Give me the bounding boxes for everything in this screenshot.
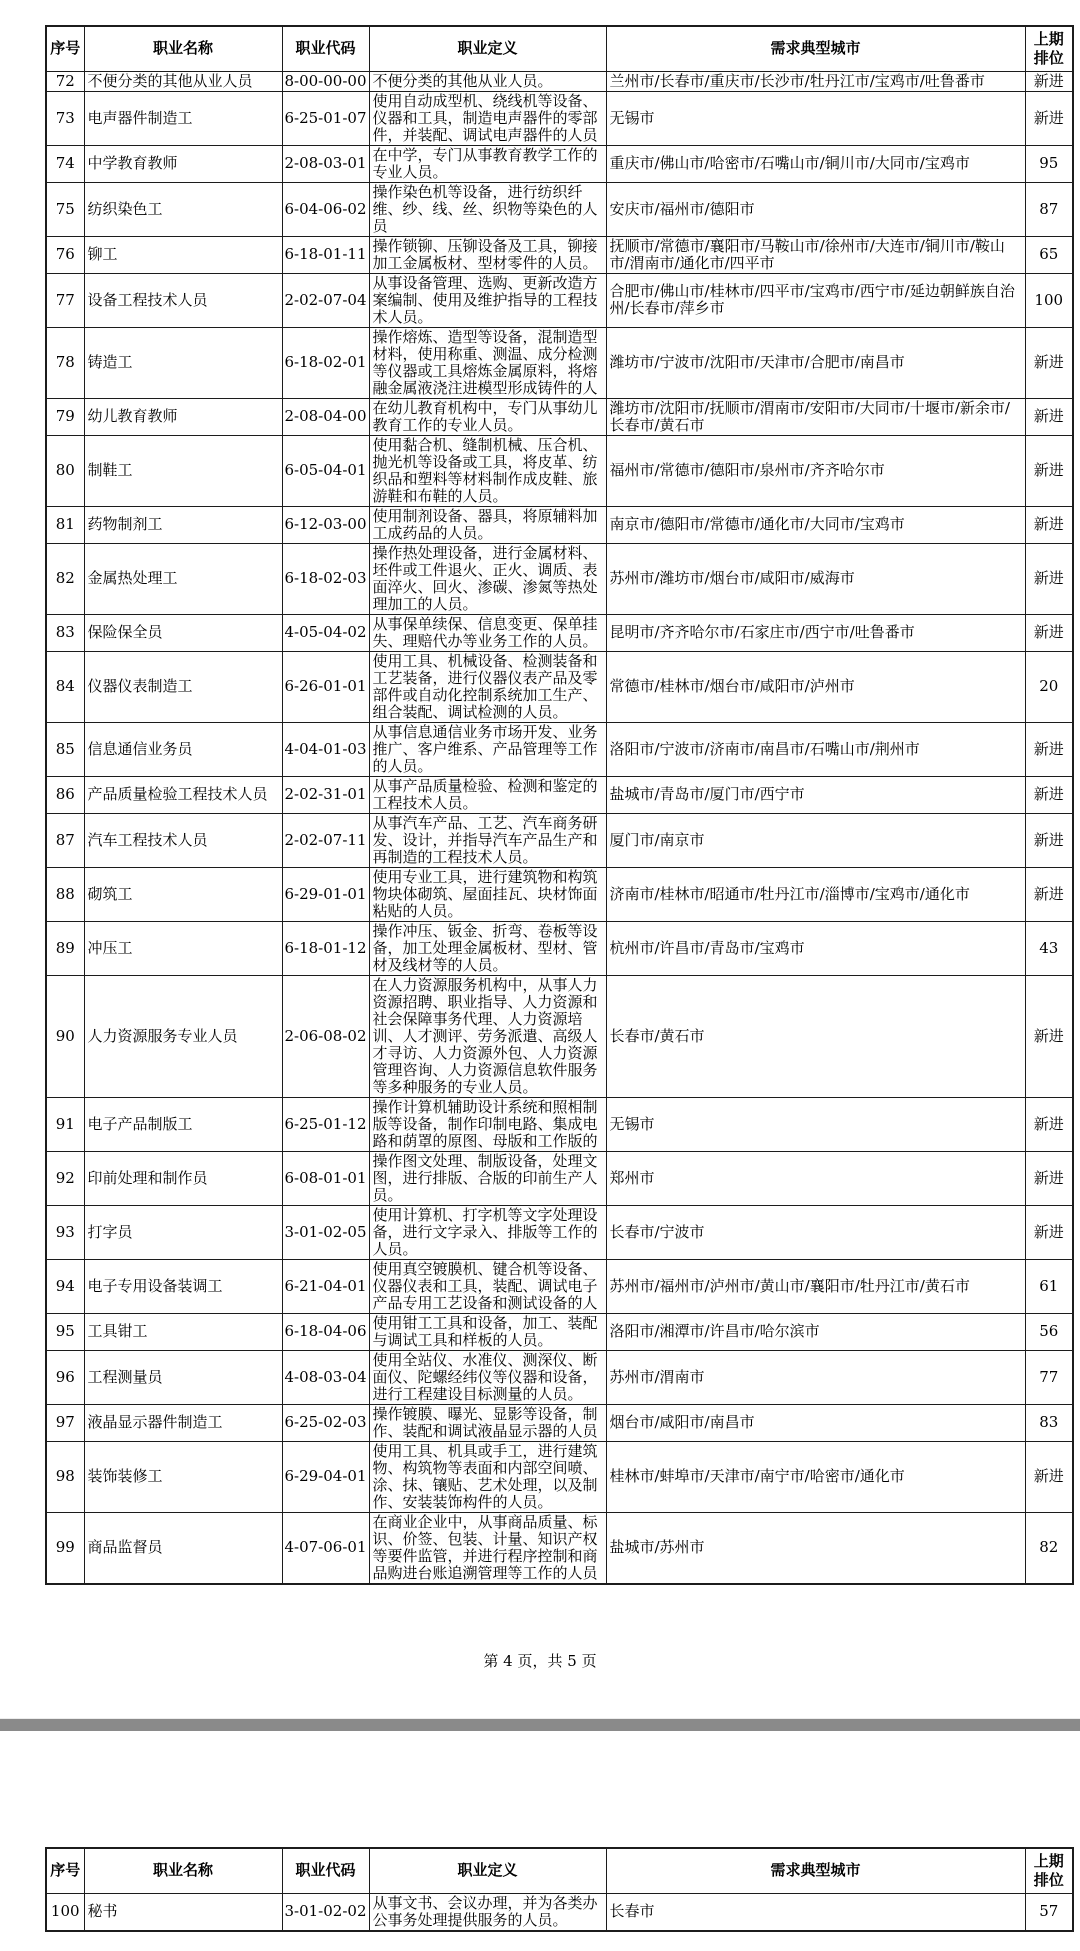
cell-seq: 89 xyxy=(46,921,84,975)
table-row xyxy=(46,435,1073,506)
table-row xyxy=(46,651,1073,722)
cell-occupation-definition: 操作冲压、钣金、折弯、卷板等设备，加工处理金属板材、型材、管材及线材等的人员。 xyxy=(369,921,606,975)
cell-occupation-code: 6-18-01-11 xyxy=(282,236,369,273)
cell-occupation-code: 6-25-01-07 xyxy=(282,91,369,145)
table-row xyxy=(46,543,1073,614)
cell-occupation-definition: 操作计算机辅助设计系统和照相制版等设备，制作印制电路、集成电路和荫罩的原图、母版和工作版的 xyxy=(369,1097,606,1151)
cell-occupation-definition: 在幼儿教育机构中，专门从事幼儿教育工作的专业人员。 xyxy=(369,398,606,435)
cell-previous-rank: 新进 xyxy=(1025,975,1073,1097)
cell-occupation-definition: 不便分类的其他从业人员。 xyxy=(369,71,606,91)
cell-seq: 96 xyxy=(46,1350,84,1404)
cell-demand-cities: 长春市/宁波市 xyxy=(606,1205,1025,1259)
cell-previous-rank: 新进 xyxy=(1025,1441,1073,1512)
cell-occupation-code: 6-18-02-01 xyxy=(282,327,369,398)
cell-occupation-definition: 从事设备管理、选购、更新改造方案编制、使用及维护指导的工程技术人员。 xyxy=(369,273,606,327)
cell-occupation-definition: 使用工具、机具或手工，进行建筑物、构筑物等表面和内部空间喷、涂、抹、镶贴、艺术处理，以及制作、安装装饰构件的人员。 xyxy=(369,1441,606,1512)
table-row xyxy=(46,975,1073,1097)
table-row xyxy=(46,506,1073,543)
cell-seq: 97 xyxy=(46,1404,84,1441)
cell-demand-cities: 安庆市/福州市/德阳市 xyxy=(606,182,1025,236)
cell-demand-cities: 合肥市/佛山市/桂林市/四平市/宝鸡市/西宁市/延边朝鲜族自治州/长春市/萍乡市 xyxy=(606,273,1025,327)
cell-previous-rank: 新进 xyxy=(1025,1151,1073,1205)
cell-occupation-name: 秘书 xyxy=(84,1893,282,1931)
cell-seq: 75 xyxy=(46,182,84,236)
cell-occupation-definition: 从事产品质量检验、检测和鉴定的工程技术人员。 xyxy=(369,776,606,813)
cell-seq: 95 xyxy=(46,1313,84,1350)
cell-previous-rank: 65 xyxy=(1025,236,1073,273)
cell-occupation-definition: 使用黏合机、缝制机械、压合机、抛光机等设备或工具，将皮革、纺织品和塑料等材料制作成皮鞋、旅游鞋和布鞋的人员。 xyxy=(369,435,606,506)
cell-occupation-code: 4-07-06-01 xyxy=(282,1512,369,1584)
page-divider-bar xyxy=(0,1718,1080,1731)
pdf-page-5 xyxy=(0,1847,1080,1932)
table-row xyxy=(46,236,1073,273)
cell-occupation-code: 6-12-03-00 xyxy=(282,506,369,543)
table-row xyxy=(46,867,1073,921)
table-row xyxy=(46,327,1073,398)
cell-occupation-code: 4-08-03-04 xyxy=(282,1350,369,1404)
cell-previous-rank: 新进 xyxy=(1025,867,1073,921)
cell-seq: 81 xyxy=(46,506,84,543)
cell-previous-rank: 82 xyxy=(1025,1512,1073,1584)
table-row xyxy=(46,71,1073,91)
cell-seq: 73 xyxy=(46,91,84,145)
cell-occupation-name: 装饰装修工 xyxy=(84,1441,282,1512)
cell-occupation-code: 6-18-01-12 xyxy=(282,921,369,975)
table-row xyxy=(46,1404,1073,1441)
cell-previous-rank: 77 xyxy=(1025,1350,1073,1404)
table-row xyxy=(46,182,1073,236)
cell-occupation-name: 液晶显示器件制造工 xyxy=(84,1404,282,1441)
cell-previous-rank: 56 xyxy=(1025,1313,1073,1350)
cell-seq: 100 xyxy=(46,1893,84,1931)
cell-occupation-definition: 使用钳工工具和设备，加工、装配与调试工具和样板的人员。 xyxy=(369,1313,606,1350)
cell-demand-cities: 常德市/桂林市/烟台市/咸阳市/泸州市 xyxy=(606,651,1025,722)
cell-occupation-name: 药物制剂工 xyxy=(84,506,282,543)
cell-previous-rank: 95 xyxy=(1025,145,1073,182)
occupation-ranking-table xyxy=(45,25,1074,1585)
occupation-ranking-table-continued xyxy=(45,1847,1074,1932)
cell-occupation-definition: 使用真空镀膜机、键合机等设备、仪器仪表和工具，装配、调试电子产品专用工艺设备和测试设备的人 xyxy=(369,1259,606,1313)
table-row xyxy=(46,1151,1073,1205)
cell-demand-cities: 盐城市/青岛市/厦门市/西宁市 xyxy=(606,776,1025,813)
table-row xyxy=(46,722,1073,776)
table-row xyxy=(46,1205,1073,1259)
page-number-footer: 第 4 页，共 5 页 xyxy=(483,1652,597,1670)
cell-occupation-code: 2-02-07-04 xyxy=(282,273,369,327)
cell-occupation-definition: 操作镀膜、曝光、显影等设备，制作、装配和调试液晶显示器的人员 xyxy=(369,1404,606,1441)
cell-occupation-definition: 在中学，专门从事教育教学工作的专业人员。 xyxy=(369,145,606,182)
cell-occupation-code: 6-26-01-01 xyxy=(282,651,369,722)
cell-seq: 98 xyxy=(46,1441,84,1512)
cell-occupation-definition: 在人力资源服务机构中，从事人力资源招聘、职业指导、人力资源和社会保障事务代理、人力资源培训、人才测评、劳务派遣、高级人才寻访、人力资源外包、人力资源管理咨询、人力资源信息软件服务等多种服务的专业人员。 xyxy=(369,975,606,1097)
cell-occupation-definition: 操作锁铆、压铆设备及工具，铆接加工金属板材、型材零件的人员。 xyxy=(369,236,606,273)
cell-occupation-code: 6-05-04-01 xyxy=(282,435,369,506)
cell-seq: 86 xyxy=(46,776,84,813)
table-header-row xyxy=(46,26,1073,71)
cell-previous-rank: 新进 xyxy=(1025,435,1073,506)
cell-seq: 91 xyxy=(46,1097,84,1151)
cell-previous-rank: 20 xyxy=(1025,651,1073,722)
cell-occupation-name: 汽车工程技术人员 xyxy=(84,813,282,867)
cell-occupation-code: 6-04-06-02 xyxy=(282,182,369,236)
table-row xyxy=(46,1259,1073,1313)
cell-demand-cities: 重庆市/佛山市/哈密市/石嘴山市/铜川市/大同市/宝鸡市 xyxy=(606,145,1025,182)
cell-previous-rank: 新进 xyxy=(1025,776,1073,813)
header-previous-rank: 上期排位 xyxy=(1025,26,1073,71)
cell-seq: 79 xyxy=(46,398,84,435)
cell-previous-rank: 87 xyxy=(1025,182,1073,236)
table-row xyxy=(46,614,1073,651)
cell-previous-rank: 100 xyxy=(1025,273,1073,327)
cell-occupation-code: 6-18-04-06 xyxy=(282,1313,369,1350)
cell-occupation-code: 6-29-01-01 xyxy=(282,867,369,921)
cell-occupation-name: 印前处理和制作员 xyxy=(84,1151,282,1205)
cell-occupation-name: 金属热处理工 xyxy=(84,543,282,614)
cell-occupation-definition: 使用工具、机械设备、检测装备和工艺装备，进行仪器仪表产品及零部件或自动化控制系统加工生产、组合装配、调试检测的人员。 xyxy=(369,651,606,722)
cell-occupation-name: 铸造工 xyxy=(84,327,282,398)
cell-seq: 74 xyxy=(46,145,84,182)
cell-demand-cities: 杭州市/许昌市/青岛市/宝鸡市 xyxy=(606,921,1025,975)
cell-demand-cities: 苏州市/潍坊市/烟台市/咸阳市/威海市 xyxy=(606,543,1025,614)
header-seq: 序号 xyxy=(46,26,84,71)
table-row xyxy=(46,273,1073,327)
cell-occupation-code: 6-21-04-01 xyxy=(282,1259,369,1313)
cell-occupation-definition: 使用计算机、打字机等文字处理设备，进行文字录入、排版等工作的人员。 xyxy=(369,1205,606,1259)
cell-previous-rank: 新进 xyxy=(1025,71,1073,91)
table-row xyxy=(46,398,1073,435)
cell-previous-rank: 新进 xyxy=(1025,722,1073,776)
cell-demand-cities: 洛阳市/宁波市/济南市/南昌市/石嘴山市/荆州市 xyxy=(606,722,1025,776)
cell-occupation-name: 铆工 xyxy=(84,236,282,273)
cell-seq: 77 xyxy=(46,273,84,327)
cell-occupation-code: 6-25-01-12 xyxy=(282,1097,369,1151)
header-occupation-definition: 职业定义 xyxy=(369,26,606,71)
header-occupation-name: 职业名称 xyxy=(84,1848,282,1893)
cell-demand-cities: 苏州市/渭南市 xyxy=(606,1350,1025,1404)
header-previous-rank: 上期排位 xyxy=(1025,1848,1073,1893)
cell-occupation-code: 6-18-02-03 xyxy=(282,543,369,614)
cell-occupation-definition: 操作熔炼、造型等设备，混制造型材料，使用称重、测温、成分检测等仪器或工具熔炼金属原料，将熔融金属液浇注进模型形成铸件的人 xyxy=(369,327,606,398)
cell-previous-rank: 57 xyxy=(1025,1893,1073,1931)
cell-demand-cities: 昆明市/齐齐哈尔市/石家庄市/西宁市/吐鲁番市 xyxy=(606,614,1025,651)
header-demand-cities: 需求典型城市 xyxy=(606,1848,1025,1893)
cell-occupation-name: 保险保全员 xyxy=(84,614,282,651)
cell-occupation-code: 6-29-04-01 xyxy=(282,1441,369,1512)
cell-demand-cities: 长春市/黄石市 xyxy=(606,975,1025,1097)
cell-occupation-name: 信息通信业务员 xyxy=(84,722,282,776)
cell-occupation-name: 仪器仪表制造工 xyxy=(84,651,282,722)
cell-occupation-definition: 从事文书、会议办理，并为各类办公事务处理提供服务的人员。 xyxy=(369,1893,606,1931)
cell-occupation-definition: 从事保单续保、信息变更、保单挂失、理赔代办等业务工作的人员。 xyxy=(369,614,606,651)
cell-previous-rank: 新进 xyxy=(1025,1097,1073,1151)
cell-demand-cities: 潍坊市/宁波市/沈阳市/天津市/合肥市/南昌市 xyxy=(606,327,1025,398)
cell-occupation-definition: 使用专业工具，进行建筑物和构筑物块体砌筑、屋面挂瓦、块材饰面粘贴的人员。 xyxy=(369,867,606,921)
cell-occupation-name: 产品质量检验工程技术人员 xyxy=(84,776,282,813)
cell-seq: 88 xyxy=(46,867,84,921)
cell-occupation-definition: 操作图文处理、制版设备，处理文图，进行排版、合版的印前生产人员。 xyxy=(369,1151,606,1205)
cell-previous-rank: 新进 xyxy=(1025,91,1073,145)
cell-occupation-code: 2-02-31-01 xyxy=(282,776,369,813)
cell-occupation-definition: 从事信息通信业务市场开发、业务推广、客户维系、产品管理等工作的人员。 xyxy=(369,722,606,776)
cell-occupation-code: 2-08-03-01 xyxy=(282,145,369,182)
cell-occupation-name: 人力资源服务专业人员 xyxy=(84,975,282,1097)
cell-occupation-name: 工具钳工 xyxy=(84,1313,282,1350)
cell-occupation-code: 2-08-04-00 xyxy=(282,398,369,435)
cell-occupation-code: 4-05-04-02 xyxy=(282,614,369,651)
table-row xyxy=(46,1893,1073,1931)
cell-occupation-name: 砌筑工 xyxy=(84,867,282,921)
cell-occupation-name: 电声器件制造工 xyxy=(84,91,282,145)
cell-occupation-code: 2-06-08-02 xyxy=(282,975,369,1097)
cell-seq: 93 xyxy=(46,1205,84,1259)
cell-seq: 72 xyxy=(46,71,84,91)
cell-demand-cities: 南京市/德阳市/常德市/通化市/大同市/宝鸡市 xyxy=(606,506,1025,543)
cell-demand-cities: 盐城市/苏州市 xyxy=(606,1512,1025,1584)
cell-previous-rank: 新进 xyxy=(1025,614,1073,651)
table-row xyxy=(46,921,1073,975)
cell-occupation-definition: 从事汽车产品、工艺、汽车商务研发、设计，并指导汽车产品生产和再制造的工程技术人员。 xyxy=(369,813,606,867)
header-occupation-definition: 职业定义 xyxy=(369,1848,606,1893)
cell-previous-rank: 新进 xyxy=(1025,543,1073,614)
cell-demand-cities: 桂林市/蚌埠市/天津市/南宁市/哈密市/通化市 xyxy=(606,1441,1025,1512)
cell-occupation-code: 3-01-02-02 xyxy=(282,1893,369,1931)
cell-previous-rank: 新进 xyxy=(1025,398,1073,435)
cell-seq: 90 xyxy=(46,975,84,1097)
cell-demand-cities: 苏州市/福州市/泸州市/黄山市/襄阳市/牡丹江市/黄石市 xyxy=(606,1259,1025,1313)
table-row xyxy=(46,1441,1073,1512)
cell-demand-cities: 洛阳市/湘潭市/许昌市/哈尔滨市 xyxy=(606,1313,1025,1350)
table-row xyxy=(46,813,1073,867)
cell-previous-rank: 83 xyxy=(1025,1404,1073,1441)
cell-seq: 84 xyxy=(46,651,84,722)
cell-demand-cities: 潍坊市/沈阳市/抚顺市/渭南市/安阳市/大同市/十堰市/新余市/长春市/黄石市 xyxy=(606,398,1025,435)
cell-occupation-name: 商品监督员 xyxy=(84,1512,282,1584)
cell-occupation-code: 2-02-07-11 xyxy=(282,813,369,867)
cell-occupation-name: 纺织染色工 xyxy=(84,182,282,236)
cell-demand-cities: 长春市 xyxy=(606,1893,1025,1931)
header-occupation-code: 职业代码 xyxy=(282,26,369,71)
cell-demand-cities: 厦门市/南京市 xyxy=(606,813,1025,867)
cell-occupation-name: 电子专用设备装调工 xyxy=(84,1259,282,1313)
cell-seq: 99 xyxy=(46,1512,84,1584)
cell-occupation-name: 制鞋工 xyxy=(84,435,282,506)
cell-occupation-definition: 使用自动成型机、绕线机等设备、仪器和工具，制造电声器件的零部件，并装配、调试电声器件的人员 xyxy=(369,91,606,145)
cell-seq: 82 xyxy=(46,543,84,614)
cell-seq: 78 xyxy=(46,327,84,398)
cell-occupation-code: 4-04-01-03 xyxy=(282,722,369,776)
cell-seq: 92 xyxy=(46,1151,84,1205)
cell-occupation-definition: 在商业企业中，从事商品质量、标识、价签、包装、计量、知识产权等要件监管，并进行程序控制和商品购进台账追溯管理等工作的人员 xyxy=(369,1512,606,1584)
cell-demand-cities: 福州市/常德市/德阳市/泉州市/齐齐哈尔市 xyxy=(606,435,1025,506)
cell-seq: 87 xyxy=(46,813,84,867)
cell-occupation-definition: 操作热处理设备，进行金属材料、坯件或工件退火、正火、调质、表面淬火、回火、渗碳、渗氮等热处理加工的人员。 xyxy=(369,543,606,614)
cell-occupation-name: 设备工程技术人员 xyxy=(84,273,282,327)
table-row xyxy=(46,1313,1073,1350)
header-occupation-name: 职业名称 xyxy=(84,26,282,71)
header-occupation-code: 职业代码 xyxy=(282,1848,369,1893)
cell-occupation-code: 3-01-02-05 xyxy=(282,1205,369,1259)
cell-previous-rank: 43 xyxy=(1025,921,1073,975)
table-row xyxy=(46,91,1073,145)
header-demand-cities: 需求典型城市 xyxy=(606,26,1025,71)
cell-seq: 80 xyxy=(46,435,84,506)
table-row xyxy=(46,776,1073,813)
cell-previous-rank: 新进 xyxy=(1025,506,1073,543)
cell-occupation-definition: 使用制剂设备、器具，将原辅料加工成药品的人员。 xyxy=(369,506,606,543)
cell-demand-cities: 抚顺市/常德市/襄阳市/马鞍山市/徐州市/大连市/铜川市/鞍山市/渭南市/通化市/四平市 xyxy=(606,236,1025,273)
cell-seq: 76 xyxy=(46,236,84,273)
cell-demand-cities: 无锡市 xyxy=(606,91,1025,145)
cell-seq: 85 xyxy=(46,722,84,776)
cell-demand-cities: 无锡市 xyxy=(606,1097,1025,1151)
cell-demand-cities: 郑州市 xyxy=(606,1151,1025,1205)
cell-occupation-name: 幼儿教育教师 xyxy=(84,398,282,435)
cell-previous-rank: 61 xyxy=(1025,1259,1073,1313)
cell-occupation-definition: 使用全站仪、水准仪、测深仪、断面仪、陀螺经纬仪等仪器和设备，进行工程建设目标测量的人员。 xyxy=(369,1350,606,1404)
cell-previous-rank: 新进 xyxy=(1025,813,1073,867)
cell-occupation-name: 电子产品制版工 xyxy=(84,1097,282,1151)
cell-previous-rank: 新进 xyxy=(1025,327,1073,398)
cell-demand-cities: 烟台市/咸阳市/南昌市 xyxy=(606,1404,1025,1441)
cell-seq: 83 xyxy=(46,614,84,651)
cell-occupation-name: 打字员 xyxy=(84,1205,282,1259)
cell-seq: 94 xyxy=(46,1259,84,1313)
cell-occupation-name: 工程测量员 xyxy=(84,1350,282,1404)
table-row xyxy=(46,1097,1073,1151)
cell-demand-cities: 济南市/桂林市/昭通市/牡丹江市/淄博市/宝鸡市/通化市 xyxy=(606,867,1025,921)
header-seq: 序号 xyxy=(46,1848,84,1893)
table-row xyxy=(46,1512,1073,1584)
table-row xyxy=(46,1350,1073,1404)
cell-previous-rank: 新进 xyxy=(1025,1205,1073,1259)
cell-occupation-name: 中学教育教师 xyxy=(84,145,282,182)
table-header-row xyxy=(46,1848,1073,1893)
cell-occupation-definition: 操作染色机等设备，进行纺织纤维、纱、线、丝、织物等染色的人员 xyxy=(369,182,606,236)
cell-occupation-code: 8-00-00-00 xyxy=(282,71,369,91)
cell-occupation-name: 冲压工 xyxy=(84,921,282,975)
cell-occupation-name: 不便分类的其他从业人员 xyxy=(84,71,282,91)
cell-demand-cities: 兰州市/长春市/重庆市/长沙市/牡丹江市/宝鸡市/吐鲁番市 xyxy=(606,71,1025,91)
table-row xyxy=(46,145,1073,182)
cell-occupation-code: 6-25-02-03 xyxy=(282,1404,369,1441)
cell-occupation-code: 6-08-01-01 xyxy=(282,1151,369,1205)
